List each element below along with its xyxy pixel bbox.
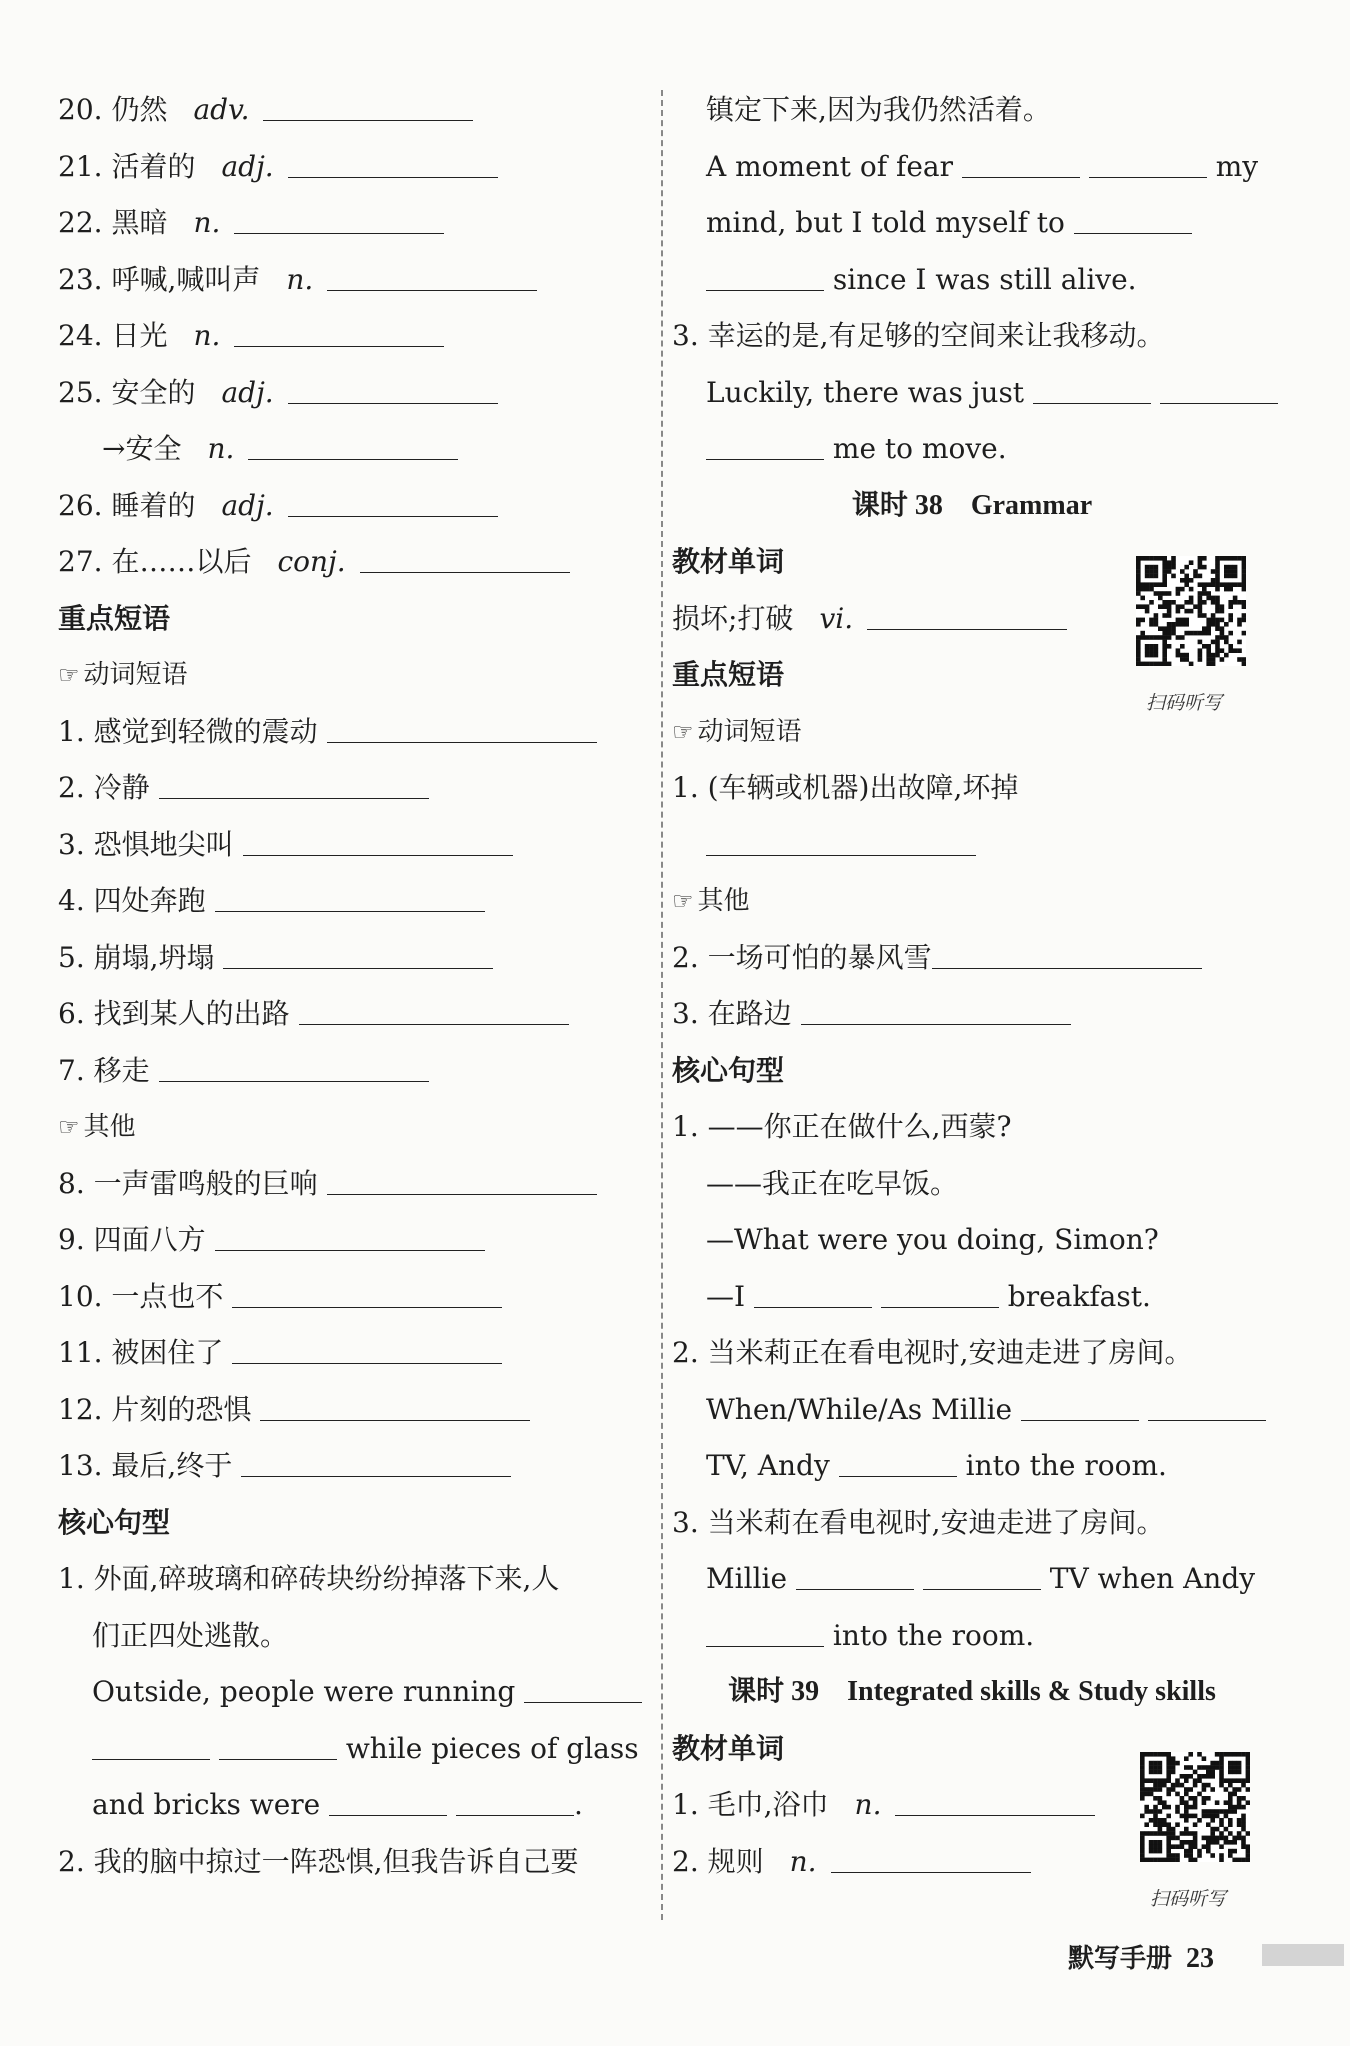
sentence-2-en-end: since I was still alive. <box>672 260 1272 300</box>
answer-blank[interactable] <box>706 1616 824 1647</box>
other-label: ☞ 其他 <box>58 1112 136 1142</box>
pointing-hand-icon: ☞ <box>672 887 694 915</box>
phrase-item: 1. (车辆或机器)出故障,坏掉 <box>672 771 1019 804</box>
sentence-1-en-end: and bricks were . <box>58 1785 658 1825</box>
phrase-item: 2. 冷静 <box>58 768 658 808</box>
grammar-sentence-2-en-b: TV, Andy into the room. <box>672 1446 1272 1486</box>
answer-blank[interactable] <box>923 1559 1041 1590</box>
answer-blank[interactable] <box>360 542 570 573</box>
vocab-item: 21. 活着的 adj. <box>58 147 658 187</box>
phrase-item: 11. 被困住了 <box>58 1333 658 1373</box>
answer-blank[interactable] <box>327 1164 597 1195</box>
answer-blank[interactable] <box>706 825 976 856</box>
grammar-sentence-1-cn-b: ——我正在吃早饭。 <box>706 1166 959 1200</box>
answer-blank[interactable] <box>159 1051 429 1082</box>
vocab-item: 20. 仍然 adv. <box>58 90 658 130</box>
vocab-item: 27. 在……以后 conj. <box>58 542 658 582</box>
phrase-item: 13. 最后,终于 <box>58 1446 658 1486</box>
phrase-item: 9. 四面八方 <box>58 1220 658 1260</box>
key-phrases-heading: 重点短语 <box>672 658 785 691</box>
qr-code-icon[interactable] <box>1140 1752 1250 1862</box>
answer-blank[interactable] <box>223 938 493 969</box>
phrase-item: 4. 四处奔跑 <box>58 881 658 921</box>
grammar-sentence-1-en: —What were you doing, Simon? <box>706 1223 1159 1256</box>
answer-blank[interactable] <box>215 1220 485 1251</box>
handbook-title: 默写手册 <box>1068 1944 1173 1974</box>
answer-blank[interactable] <box>881 1277 999 1308</box>
answer-blank[interactable] <box>260 1390 530 1421</box>
answer-blank[interactable] <box>243 825 513 856</box>
answer-blank[interactable] <box>962 147 1080 178</box>
grammar-sentence-2-cn: 2. 当米莉正在看电视时,安迪走进了房间。 <box>672 1336 1193 1369</box>
sentence-3-cn: 3. 幸运的是,有足够的空间来让我移动。 <box>672 319 1165 352</box>
vocab-item: 损坏;打破 vi. <box>672 599 1272 639</box>
qr-label: 扫码听写 <box>1146 692 1223 714</box>
answer-blank[interactable] <box>839 1446 957 1477</box>
lesson-39-title: 课时 39 Integrated skills & Study skills <box>728 1676 1216 1707</box>
grammar-sentence-1-en-b: —I breakfast. <box>672 1277 1272 1317</box>
sentence-2-cn-cont: 镇定下来,因为我仍然活着。 <box>706 93 1051 126</box>
footer-decoration <box>1262 1944 1344 1966</box>
sentence-1-cn-cont: 们正四处逃散。 <box>92 1618 289 1652</box>
answer-blank[interactable] <box>895 1785 1095 1816</box>
answer-blank[interactable] <box>232 1277 502 1308</box>
phrase-item: 6. 找到某人的出路 <box>58 994 658 1034</box>
sentence-1-en-cont: while pieces of glass <box>58 1729 658 1769</box>
phrase-item: 1. 感觉到轻微的震动 <box>58 712 658 752</box>
vocab-item: →安全 n. <box>58 429 658 469</box>
answer-blank[interactable] <box>796 1559 914 1590</box>
phrase-item: 3. 在路边 <box>672 994 1272 1034</box>
vocab-item: 2. 规则 n. <box>672 1842 1272 1882</box>
sentence-2-en-cont: mind, but I told myself to <box>672 203 1272 243</box>
sentence-1-cn: 1. 外面,碎玻璃和碎砖块纷纷掉落下来,人 <box>58 1562 560 1595</box>
answer-blank[interactable] <box>159 768 429 799</box>
textbook-words-heading: 教材单词 <box>672 545 785 578</box>
answer-blank[interactable] <box>288 373 498 404</box>
answer-blank[interactable] <box>234 203 444 234</box>
phrase-item: 2. 一场可怕的暴风雪 <box>672 938 1272 978</box>
other-phrase-list <box>58 1164 658 1487</box>
phrase-item: 3. 恐惧地尖叫 <box>58 825 658 865</box>
phrase-item: 5. 崩塌,坍塌 <box>58 938 658 978</box>
pointing-hand-icon: ☞ <box>58 661 80 689</box>
sentence-3-en-cont: me to move. <box>672 429 1272 469</box>
answer-blank[interactable] <box>932 938 1202 969</box>
answer-blank[interactable] <box>1033 373 1151 404</box>
phrase-item: 10. 一点也不 <box>58 1277 658 1317</box>
answer-blank[interactable] <box>327 712 597 743</box>
answer-blank[interactable] <box>219 1729 337 1760</box>
vocab-list <box>58 90 658 582</box>
answer-blank[interactable] <box>867 599 1067 630</box>
vocab-item: 26. 睡着的 adj. <box>58 486 658 526</box>
answer-blank[interactable] <box>524 1672 642 1703</box>
answer-blank[interactable] <box>801 994 1071 1025</box>
answer-blank[interactable] <box>706 429 824 460</box>
phrase-item: 8. 一声雷鸣般的巨响 <box>58 1164 658 1204</box>
answer-blank[interactable] <box>232 1333 502 1364</box>
answer-blank[interactable] <box>456 1785 574 1816</box>
vocab-item: 25. 安全的 adj. <box>58 373 658 413</box>
answer-blank[interactable] <box>288 486 498 517</box>
answer-blank[interactable] <box>234 316 444 347</box>
grammar-sentence-3-en-b: into the room. <box>672 1616 1272 1656</box>
textbook-words-heading: 教材单词 <box>672 1731 785 1765</box>
right-column <box>672 90 1272 1898</box>
answer-blank[interactable] <box>1074 203 1192 234</box>
pointing-hand-icon: ☞ <box>58 1113 80 1141</box>
pointing-hand-icon: ☞ <box>672 717 694 746</box>
grammar-sentence-1-cn: 1. ——你正在做什么,西蒙? <box>672 1110 1012 1143</box>
answer-blank[interactable] <box>92 1729 210 1760</box>
qr-code-icon[interactable] <box>1136 556 1246 666</box>
answer-blank[interactable] <box>754 1277 872 1308</box>
phrase-blank-line <box>672 825 1272 865</box>
page-footer <box>1068 1938 1214 1975</box>
vocab-item: 24. 日光 n. <box>58 316 658 356</box>
lesson-38-title: 课时 38 Grammar <box>851 489 1093 521</box>
sentence-3-en: Luckily, there was just <box>672 373 1272 413</box>
answer-blank[interactable] <box>215 881 485 912</box>
answer-blank[interactable] <box>263 90 473 121</box>
sentence-1-en: Outside, people were running <box>58 1672 658 1712</box>
answer-blank[interactable] <box>288 147 498 178</box>
grammar-sentence-2-en: When/While/As Millie <box>672 1390 1272 1430</box>
vocab-item: 1. 毛巾,浴巾 n. <box>672 1785 1272 1825</box>
answer-blank[interactable] <box>248 429 458 460</box>
phrase-item: 12. 片刻的恐惧 <box>58 1390 658 1430</box>
key-sentences-heading: 核心句型 <box>58 1505 171 1539</box>
grammar-sentence-3-en: Millie TV when Andy <box>672 1559 1272 1599</box>
verb-phrase-list <box>58 712 658 1091</box>
answer-blank[interactable] <box>299 994 569 1025</box>
column-divider <box>661 90 663 1920</box>
answer-blank[interactable] <box>831 1842 1031 1873</box>
qr-label: 扫码听写 <box>1150 1888 1227 1910</box>
answer-blank[interactable] <box>327 260 537 291</box>
answer-blank[interactable] <box>1089 147 1207 178</box>
vocab-item: 22. 黑暗 n. <box>58 203 658 243</box>
page-number: 23 <box>1186 1943 1215 1974</box>
answer-blank[interactable] <box>1148 1390 1266 1421</box>
sentence-2-en: A moment of fear my <box>672 147 1272 187</box>
vocab-item: 23. 呼喊,喊叫声 n. <box>58 260 658 300</box>
sentence-2-cn: 2. 我的脑中掠过一阵恐惧,但我告诉自己要 <box>58 1844 579 1878</box>
key-phrases-heading: 重点短语 <box>58 601 171 635</box>
left-column <box>58 90 658 1898</box>
key-sentences-heading: 核心句型 <box>672 1053 785 1087</box>
grammar-sentence-3-cn: 3. 当米莉在看电视时,安迪走进了房间。 <box>672 1505 1165 1539</box>
answer-blank[interactable] <box>1160 373 1278 404</box>
verb-phrases-label: ☞ 动词短语 <box>672 716 802 747</box>
answer-blank[interactable] <box>1021 1390 1139 1421</box>
other-label: ☞ 其他 <box>672 886 750 916</box>
answer-blank[interactable] <box>329 1785 447 1816</box>
phrase-item: 7. 移走 <box>58 1051 658 1091</box>
answer-blank[interactable] <box>241 1446 511 1477</box>
answer-blank[interactable] <box>706 260 824 291</box>
verb-phrases-label: ☞ 动词短语 <box>58 660 188 690</box>
